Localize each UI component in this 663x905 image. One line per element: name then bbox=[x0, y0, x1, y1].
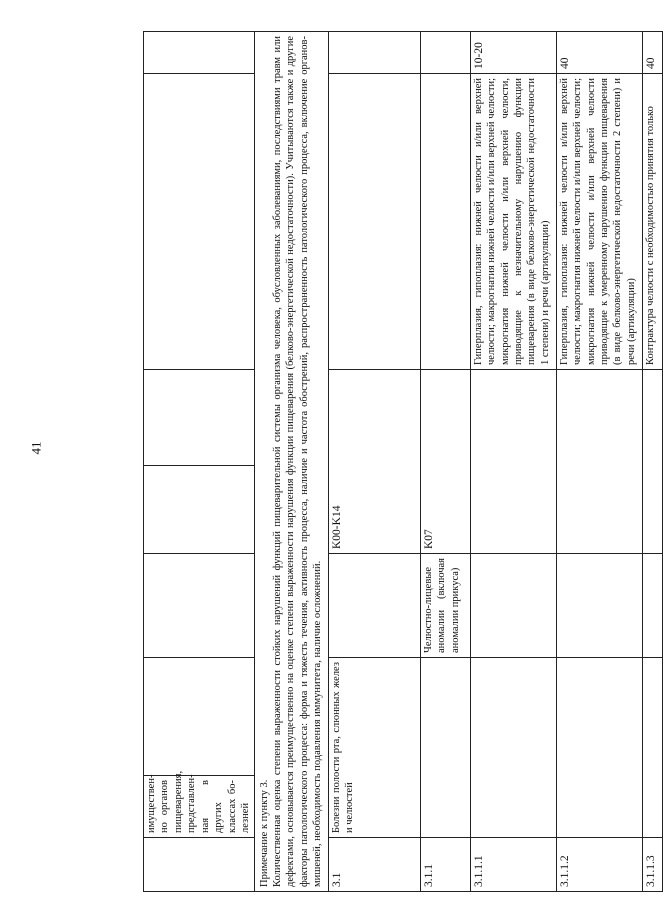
row-clinical bbox=[328, 74, 420, 370]
row-class-name: Болезни полости рта, слюнных желез и челюстей bbox=[328, 658, 420, 838]
cell-organs-text: имуществен-но органов пищеварения, представлен-ная в других классах бо-лезней bbox=[144, 776, 255, 838]
row-nosology bbox=[642, 554, 662, 658]
row-code: 3.1 bbox=[328, 838, 420, 892]
row-percent bbox=[328, 32, 420, 74]
note-heading: Примечание к пункту 3. bbox=[258, 779, 270, 887]
disability-criteria-table bbox=[143, 31, 663, 892]
row-clinical: Гиперплазия, гипоплазия: нижней челюсти и/или верхней челюсти; макрогнатия нижней челюсти и/или верхней челюсти; микрогнатия нижней челюсти и/или верхней челюсти приводящие к умеренному нарушению функции пищеварения (в виде белково-энергетической недостаточности 2 степени) и речи (артикуляции) bbox=[556, 74, 642, 370]
row-code: 3.1.1.2 bbox=[556, 838, 642, 892]
row-nosology: Челюстно-лицевые аномалии (включая аномалии прикуса) bbox=[420, 554, 470, 658]
note-cell bbox=[254, 32, 328, 892]
row-icd-code: K00-K14 bbox=[328, 370, 420, 554]
row-icd-code bbox=[642, 370, 662, 554]
page-number: 41 bbox=[28, 441, 44, 455]
cell-empty bbox=[144, 370, 255, 466]
row-nosology bbox=[470, 554, 556, 658]
row-percent: 10-20 bbox=[470, 32, 556, 74]
row-class-name bbox=[556, 658, 642, 838]
row-clinical: Контрактура челюсти с необходимостью принятия только bbox=[642, 74, 662, 370]
row-class-name bbox=[642, 658, 662, 838]
row-percent: 40 bbox=[556, 32, 642, 74]
cell-empty bbox=[144, 658, 255, 776]
cell-empty bbox=[144, 554, 255, 658]
row-percent: 40 bbox=[642, 32, 662, 74]
row-class-name bbox=[470, 658, 556, 838]
cell-empty bbox=[144, 32, 255, 74]
note-text: Количественная оценка степени выраженности стойких нарушений функций пищеварительной системы организма человека, обусловленных заболеваниями, последствиями травм или дефектами, основывается преимущественно на оценке степени выраженности нарушения функции пищеварения (белково-энергетической недостаточности). Учитываются также и другие факторы патологического процесса: форма и тяжесть течения, активность процесса, наличие и частота обострений, распространенность патологического процесса, включение органов-мишеней, необходимость подавления иммунитета, наличие осложнений. bbox=[271, 36, 324, 887]
table-row-organs bbox=[144, 32, 255, 892]
row-class-name bbox=[420, 658, 470, 838]
cell-empty bbox=[144, 466, 255, 554]
row-code: 3.1.1.1 bbox=[470, 838, 556, 892]
cell-empty bbox=[144, 838, 255, 892]
row-clinical bbox=[420, 74, 470, 370]
rotated-page-content bbox=[143, 12, 657, 892]
row-code: 3.1.1 bbox=[420, 838, 470, 892]
table-row bbox=[328, 32, 420, 892]
row-icd-code bbox=[470, 370, 556, 554]
row-code: 3.1.1.3 bbox=[642, 838, 662, 892]
row-clinical: Гиперплазия, гипоплазия: нижней челюсти и/или верхней челюсти; макрогнатия нижней челюсти и/или верхней челюсти; микрогнатия нижней челюсти и/или верхней челюсти, приводящие к незначительному нарушению функции пищеварения (в виде белково-энергетической недостаточности 1 степени) и речи (артикуляции) bbox=[470, 74, 556, 370]
row-icd-code: K07 bbox=[420, 370, 470, 554]
row-nosology bbox=[328, 554, 420, 658]
row-nosology bbox=[556, 554, 642, 658]
cell-empty bbox=[144, 74, 255, 370]
table-row bbox=[420, 32, 470, 892]
table-row bbox=[470, 32, 556, 892]
row-percent bbox=[420, 32, 470, 74]
table-row bbox=[642, 32, 662, 892]
table-row bbox=[556, 32, 642, 892]
table-row-note bbox=[254, 32, 328, 892]
row-icd-code bbox=[556, 370, 642, 554]
